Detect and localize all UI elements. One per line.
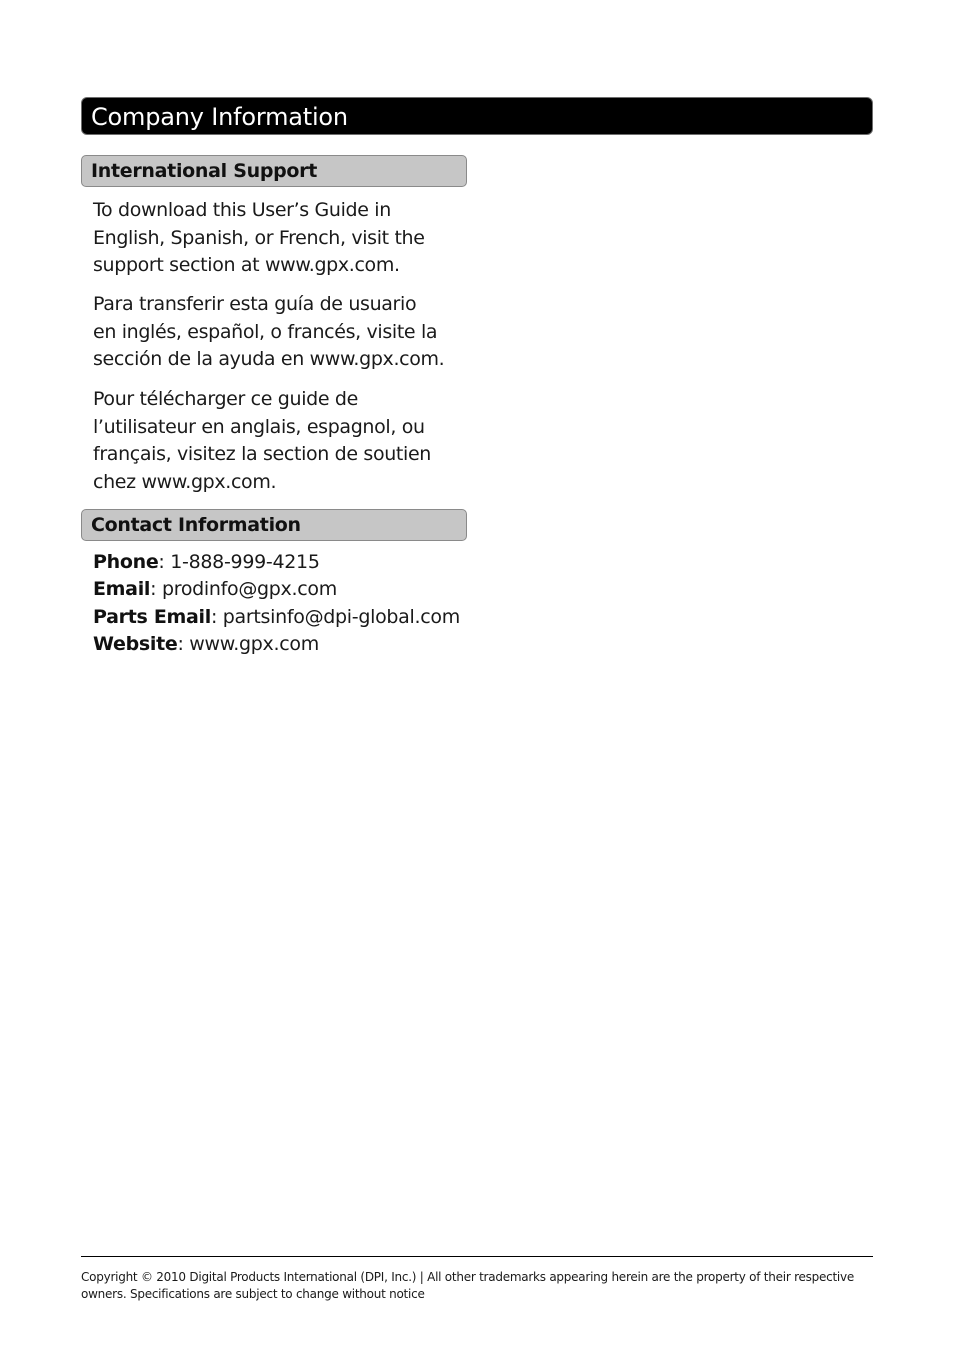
email-label: Email xyxy=(93,578,151,601)
contact-email xyxy=(93,576,473,603)
footer-divider xyxy=(81,1256,873,1257)
parts-email-label: Parts Email xyxy=(93,605,211,628)
page-title: Company Information xyxy=(81,97,873,135)
contact-website xyxy=(93,631,473,658)
website-label: Website xyxy=(93,632,178,655)
footer-copyright xyxy=(81,1269,873,1303)
contact-parts-email xyxy=(93,604,473,631)
footer-line: owners. Specifications are subject to change without notice xyxy=(81,1287,425,1301)
paragraph-line: English, Spanish, or French, visit the xyxy=(93,226,425,249)
paragraph-line: Para transferir esta guía de usuario xyxy=(93,293,417,315)
support-paragraph-english xyxy=(93,197,465,280)
paragraph-line: chez www.gpx.com. xyxy=(93,470,277,493)
paragraph-line: To download this User’s Guide in xyxy=(93,199,391,221)
paragraph-line: français, visitez la section de soutien xyxy=(93,443,431,465)
website-value: : www.gpx.com xyxy=(177,632,319,655)
contact-list xyxy=(93,549,473,658)
support-paragraph-spanish xyxy=(93,291,465,374)
support-paragraph-french xyxy=(93,386,465,496)
parts-email-value: : partsinfo@dpi-global.com xyxy=(210,605,460,628)
paragraph-line: support section at www.gpx.com. xyxy=(93,254,400,276)
paragraph-line: en inglés, español, o francés, visite la xyxy=(93,320,438,343)
paragraph-line: Pour télécharger ce guide de xyxy=(93,388,358,410)
phone-label: Phone xyxy=(93,551,159,573)
footer-line: Copyright © 2010 Digital Products International (DPI, Inc.) | All other trademarks appearing herein are the property of their respective xyxy=(81,1270,854,1284)
email-value: : prodinfo@gpx.com xyxy=(150,578,337,601)
international-support-heading: International Support xyxy=(81,155,467,187)
paragraph-line: sección de la ayuda en www.gpx.com. xyxy=(93,348,445,370)
phone-value: : 1-888-999-4215 xyxy=(158,551,320,573)
contact-information-heading: Contact Information xyxy=(81,509,467,541)
paragraph-line: l’utilisateur en anglais, espagnol, ou xyxy=(93,415,425,438)
contact-phone xyxy=(93,549,473,576)
